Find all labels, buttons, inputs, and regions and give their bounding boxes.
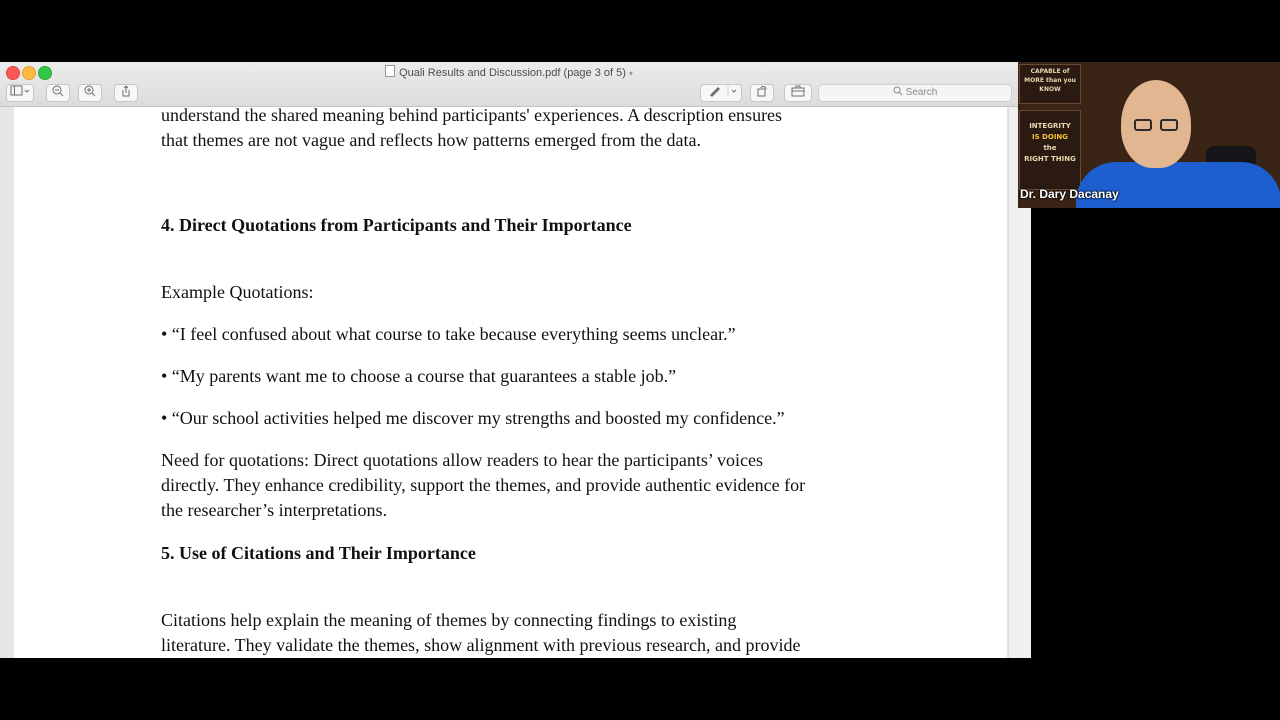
pdf-page — [14, 107, 1007, 658]
video-thumbnail — [1018, 62, 1280, 208]
text-line: • “My parents want me to choose a course that guarantees a stable job.” — [161, 366, 677, 386]
text-line: literature. They validate the themes, show alignment with previous research, and provide — [161, 635, 801, 655]
zoom-in-button[interactable] — [78, 84, 102, 102]
text-line: Example Quotations: — [161, 282, 314, 302]
text-line: Need for quotations: Direct quotations allow readers to hear the participants’ voices — [161, 450, 763, 470]
title-chevron-icon: ▾ — [628, 69, 633, 78]
zoom-out-button[interactable] — [46, 84, 70, 102]
text-line: • “Our school activities helped me discover my strengths and boosted my confidence.” — [161, 408, 785, 428]
section-heading: 4. Direct Quotations from Participants and Their Importance — [161, 215, 632, 235]
document-viewport[interactable] — [0, 107, 1030, 658]
text-line: the researcher’s interpretations. — [161, 500, 388, 520]
search-placeholder: Search — [905, 87, 938, 98]
participant-name: Dr. Dary Dacanay — [1020, 187, 1119, 201]
window-title-text: Quali Results and Discussion.pdf (page 3 of 5) — [399, 67, 626, 79]
rotate-button[interactable] — [750, 84, 774, 102]
poster-integrity — [1019, 110, 1081, 190]
markup-toolbar-button[interactable] — [784, 84, 812, 102]
pen-icon — [704, 85, 738, 97]
section-heading: 5. Use of Citations and Their Importance — [161, 543, 476, 563]
toolbox-icon — [791, 85, 805, 97]
speaker-shirt — [1076, 162, 1280, 208]
poster-integrity-line: INTEGRITY — [1029, 122, 1071, 130]
title-bar — [0, 62, 1018, 107]
sidebar-icon — [10, 85, 30, 97]
markup-button[interactable] — [700, 84, 742, 102]
poster-integrity-line: RIGHT THING — [1024, 155, 1076, 163]
zoom-in-icon — [83, 85, 97, 97]
share-icon — [120, 85, 132, 97]
preview-window — [0, 62, 1018, 658]
text-line: • “I feel confused about what course to take because everything seems unclear.” — [161, 324, 736, 344]
text-line: understand the shared meaning behind participants' experiences. A description ensures — [161, 107, 783, 125]
sidebar-view-button[interactable] — [6, 84, 34, 102]
eyeglasses — [1134, 119, 1180, 131]
pdf-document-icon — [385, 65, 395, 77]
poster-integrity-line: the — [1043, 144, 1057, 152]
text-line: Citations help explain the meaning of themes by connecting findings to existing — [161, 610, 737, 630]
share-button[interactable] — [114, 84, 138, 102]
poster-capable — [1019, 64, 1081, 104]
text-line: directly. They enhance credibility, support the themes, and provide authentic evidence for — [161, 475, 806, 495]
poster-integrity-line: IS DOING — [1031, 133, 1069, 141]
window-title[interactable] — [0, 65, 1018, 79]
search-field[interactable] — [818, 84, 1012, 102]
magnifier-icon — [893, 86, 903, 96]
zoom-out-icon — [51, 85, 65, 97]
poster-capable-text: CAPABLE of MORE than you KNOW — [1024, 68, 1076, 93]
rotate-icon — [756, 85, 768, 97]
text-line: that themes are not vague and reflects how patterns emerged from the data. — [161, 130, 701, 150]
